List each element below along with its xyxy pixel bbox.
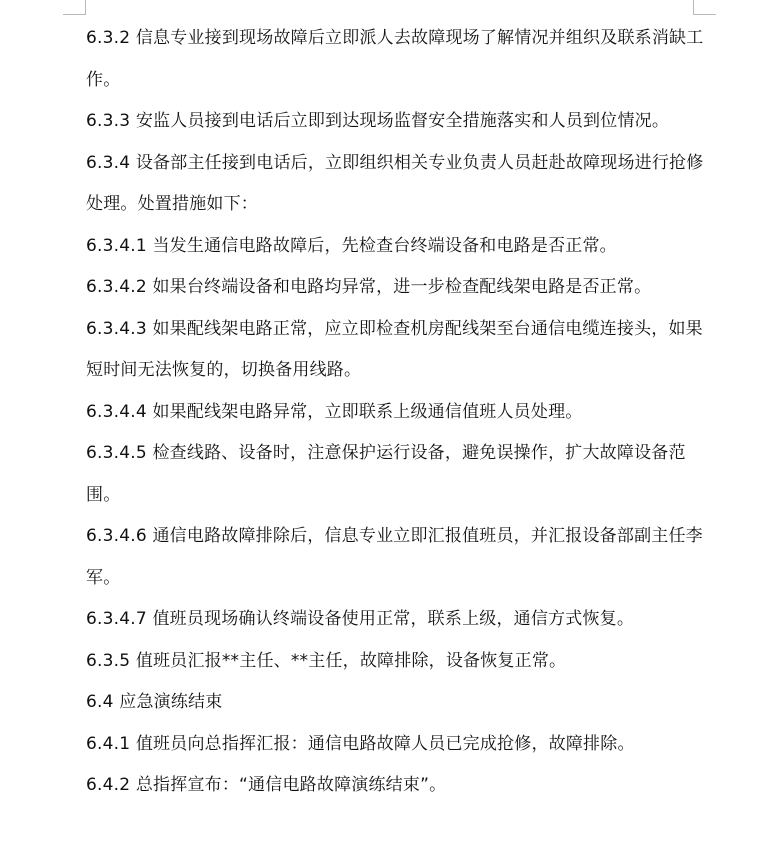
paragraph-6-3-3: 6.3.3 安监人员接到电话后立即到达现场监督安全措施落实和人员到位情况。 bbox=[86, 111, 670, 131]
paragraph-6-3-4-4: 6.3.4.4 如果配线架电路异常，立即联系上级通信值班人员处理。 bbox=[86, 401, 583, 422]
paragraph-6-3-4-2: 6.3.4.2 如果台终端设备和电路均异常，进一步检查配线架电路是否正常。 bbox=[86, 277, 652, 297]
paragraph-6-3-5: 6.3.5 值班员汇报**主任、**主任，故障排除，设备恢复正常。 bbox=[86, 650, 567, 671]
paragraph-6-3-4-5: 6.3.4.5 检查线路、设备时，注意保护运行设备，避免误操作，扩大故障设备范围。 bbox=[86, 443, 686, 505]
margin-corner-mark-left bbox=[63, 0, 86, 15]
paragraph-6-3-4-7: 6.3.4.7 值班员现场确认终端设备使用正常，联系上级，通信方式恢复。 bbox=[86, 609, 635, 629]
section-heading-6-4: 6.4 应急演练结束 bbox=[86, 692, 223, 712]
paragraph-6-3-4: 6.3.4 设备部主任接到电话后，立即组织相关专业负责人员赶赴故障现场进行抢修处理。处置措施如下： bbox=[86, 152, 704, 214]
paragraph-6-3-4-3: 6.3.4.3 如果配线架电路正常，应立即检查机房配线架至台通信电缆连接头，如果短时间无法恢复的，切换备用线路。 bbox=[86, 318, 703, 380]
document-body bbox=[86, 18, 706, 807]
paragraph-6-3-2: 6.3.2 信息专业接到现场故障后立即派人去故障现场了解情况并组织及联系消缺工作。 bbox=[86, 28, 704, 90]
margin-corner-mark-right bbox=[693, 0, 716, 15]
paragraph-6-3-4-6: 6.3.4.6 通信电路故障排除后，信息专业立即汇报值班员，并汇报设备部副主任李军。 bbox=[86, 526, 703, 588]
paragraph-6-4-2: 6.4.2 总指挥宣布：“通信电路故障演练结束”。 bbox=[86, 775, 447, 795]
paragraph-6-4-1: 6.4.1 值班员向总指挥汇报：通信电路故障人员已完成抢修，故障排除。 bbox=[86, 733, 635, 754]
paragraph-6-3-4-1: 6.3.4.1 当发生通信电路故障后，先检查台终端设备和电路是否正常。 bbox=[86, 235, 617, 256]
